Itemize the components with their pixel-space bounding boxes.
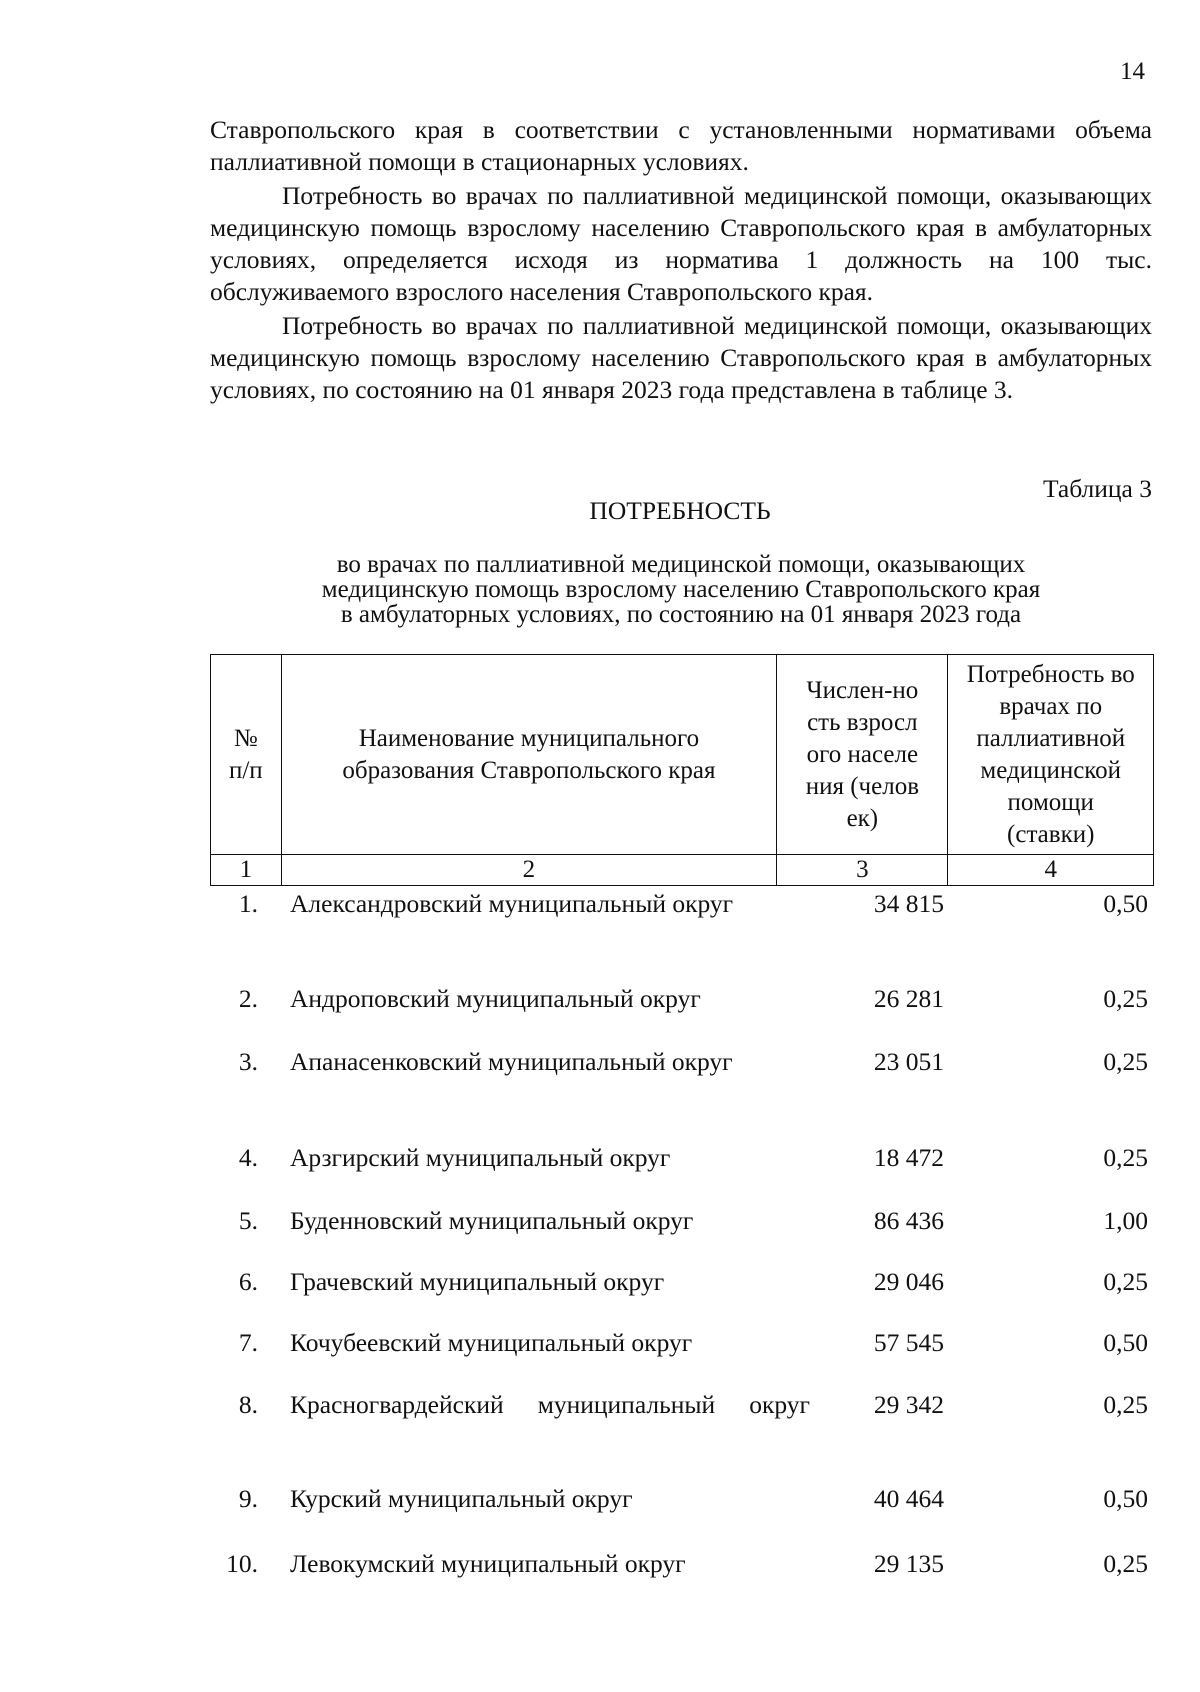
row-need: 0,25: [1103, 1549, 1148, 1578]
subtitle-line: во врачах по паллиативной медицинской помощи, оказывающих: [336, 551, 1026, 578]
row-municipality: Арзгирский муниципальный округ: [290, 1143, 671, 1172]
table-row: [210, 1327, 1154, 1389]
row-population: 34 815: [873, 889, 944, 918]
column-number: 2: [281, 855, 777, 886]
row-municipality: Красногвардейский муниципальный округ: [290, 1390, 810, 1419]
header-number: № п/п: [211, 655, 282, 855]
column-number: 4: [948, 855, 1154, 886]
row-municipality: Александровский муниципальный округ: [290, 889, 734, 918]
row-population: 18 472: [873, 1143, 944, 1172]
row-municipality: Буденновский муниципальный округ: [290, 1206, 694, 1235]
table-row: [210, 1548, 1154, 1588]
row-population: 57 545: [873, 1328, 944, 1357]
row-population: 23 051: [873, 1047, 944, 1076]
row-number: 2.: [238, 984, 258, 1013]
row-need: 0,50: [1103, 1484, 1148, 1513]
table-header: [210, 654, 1154, 886]
table-row: [210, 1483, 1154, 1548]
row-municipality: Левокумский муниципальный округ: [290, 1549, 686, 1578]
column-number-row: [211, 855, 1154, 886]
row-number: 3.: [238, 1047, 258, 1076]
row-population: 26 281: [873, 984, 944, 1013]
row-number: 9.: [238, 1484, 258, 1513]
row-population: 29 342: [873, 1390, 944, 1419]
column-number: 1: [211, 855, 282, 886]
row-need: 1,00: [1103, 1206, 1148, 1235]
row-municipality: Апанасенковский муниципальный округ: [290, 1047, 733, 1076]
row-population: 29 046: [873, 1267, 944, 1296]
row-need: 0,25: [1103, 1390, 1148, 1419]
row-need: 0,25: [1103, 1267, 1148, 1296]
table-label: Таблица 3: [1042, 474, 1152, 503]
page-number: 14: [1120, 58, 1145, 85]
header-municipality: Наименование муниципального образования Ставропольского края: [281, 655, 777, 855]
row-number: 10.: [226, 1549, 258, 1578]
table-title: ПОТРЕБНОСТЬ: [589, 496, 771, 525]
table-row: [210, 888, 1154, 983]
row-population: 29 135: [873, 1549, 944, 1578]
table-subtitle: [210, 552, 1152, 627]
table-row: [210, 1142, 1154, 1205]
header-population: Числен-ность взрослого населения (человек): [777, 655, 948, 855]
subtitle-line: в амбулаторных условиях, по состоянию на 01 января 2023 года: [340, 601, 1022, 628]
row-municipality: Курский муниципальный округ: [290, 1484, 633, 1513]
row-number: 6.: [238, 1267, 258, 1296]
row-number: 7.: [238, 1328, 258, 1357]
table-row: [210, 1046, 1154, 1142]
header-row: [211, 655, 1154, 855]
paragraph-2: Потребность во врачах по паллиативной медицинской помощи, оказывающих медицинскую помощь взрослому населению Ставропольского края в амбулаторных условиях, определяется исходя из норматива 1 должность на 100 тыс. обслуживаемого взрослого населения Ставропольского края.: [210, 181, 1152, 306]
paragraph-3: Потребность во врачах по паллиативной медицинской помощи, оказывающих медицинскую помощь взрослому населению Ставропольского края в амбулаторных условиях, по состоянию на 01 января 2023 года представлена в таблице 3.: [210, 311, 1152, 404]
header-need: Потребность во врачах по паллиативной медицинской помощи (ставки): [948, 655, 1154, 855]
row-number: 8.: [238, 1390, 258, 1419]
row-municipality: Кочубеевский муниципальный округ: [290, 1328, 693, 1357]
table-row: [210, 1205, 1154, 1266]
table-row: [210, 1266, 1154, 1327]
row-number: 5.: [238, 1206, 258, 1235]
row-municipality: Андроповский муниципальный округ: [290, 984, 701, 1013]
subtitle-line: медицинскую помощь взрослому населению Ставропольского края: [321, 576, 1041, 603]
row-number: 4.: [238, 1143, 258, 1172]
row-population: 40 464: [873, 1484, 944, 1513]
row-population: 86 436: [873, 1206, 944, 1235]
row-need: 0,50: [1103, 1328, 1148, 1357]
table-row: [210, 983, 1154, 1046]
table-body: [210, 888, 1154, 1588]
row-municipality: Грачевский муниципальный округ: [290, 1267, 665, 1296]
column-number: 3: [777, 855, 948, 886]
row-number: 1.: [238, 889, 258, 918]
row-need: 0,25: [1103, 984, 1148, 1013]
row-need: 0,50: [1103, 889, 1148, 918]
table-row: [210, 1389, 1154, 1483]
row-need: 0,25: [1103, 1143, 1148, 1172]
row-need: 0,25: [1103, 1047, 1148, 1076]
paragraph-1: Ставропольского края в соответствии с установленными нормативами объема паллиативной помощи в стационарных условиях.: [210, 115, 1152, 176]
